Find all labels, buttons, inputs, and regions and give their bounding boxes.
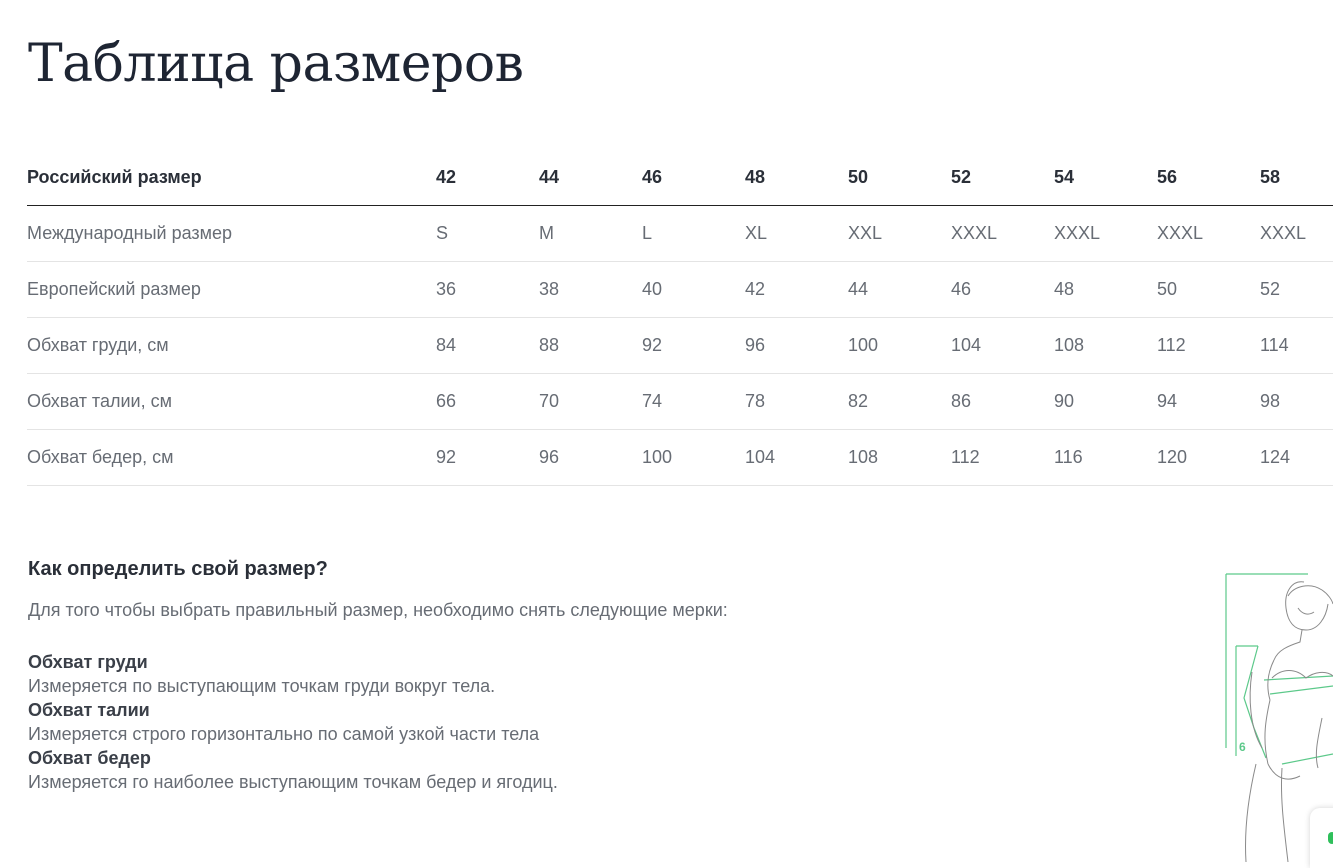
table-cell: 98 xyxy=(1260,374,1333,430)
table-cell: 84 xyxy=(436,318,539,374)
table-cell: 86 xyxy=(951,374,1054,430)
table-cell: 100 xyxy=(848,318,951,374)
table-cell: 96 xyxy=(539,430,642,486)
how-to-title: Как определить свой размер? xyxy=(28,558,328,580)
chat-widget-button[interactable] xyxy=(1310,808,1333,868)
measure-desc: Измеряется строго горизонтально по самой узкой части тела xyxy=(28,724,540,744)
list-item xyxy=(28,746,558,794)
row-label: Обхват бедер, см xyxy=(27,430,436,486)
table-cell: 36 xyxy=(436,262,539,318)
table-cell: 104 xyxy=(951,318,1054,374)
table-cell: 94 xyxy=(1157,374,1260,430)
header-size: 44 xyxy=(539,150,642,206)
table-cell: M xyxy=(539,206,642,262)
table-cell: 48 xyxy=(1054,262,1157,318)
list-item xyxy=(28,698,558,746)
row-label: Обхват груди, см xyxy=(27,318,436,374)
table-cell: 78 xyxy=(745,374,848,430)
table-cell: 42 xyxy=(745,262,848,318)
table-row xyxy=(27,374,1333,430)
chat-widget-icon xyxy=(1328,832,1333,844)
table-cell: 116 xyxy=(1054,430,1157,486)
table-cell: 70 xyxy=(539,374,642,430)
measure-name: Обхват груди xyxy=(28,652,148,672)
measure-name: Обхват бедер xyxy=(28,748,151,768)
table-cell: 104 xyxy=(745,430,848,486)
row-label: Европейский размер xyxy=(27,262,436,318)
table-cell: 112 xyxy=(951,430,1054,486)
header-size: 50 xyxy=(848,150,951,206)
table-cell: 108 xyxy=(1054,318,1157,374)
table-cell: 112 xyxy=(1157,318,1260,374)
how-to-intro: Для того чтобы выбрать правильный размер, необходимо снять следующие мерки: xyxy=(28,600,728,620)
table-cell: 120 xyxy=(1157,430,1260,486)
table-cell: 96 xyxy=(745,318,848,374)
table-cell: 38 xyxy=(539,262,642,318)
size-table xyxy=(27,150,1333,486)
measure-list xyxy=(28,650,558,794)
table-cell: XXXL xyxy=(1054,206,1157,262)
table-cell: XXL xyxy=(848,206,951,262)
table-cell: 100 xyxy=(642,430,745,486)
measure-desc: Измеряется го наиболее выступающим точкам бедер и ягодиц. xyxy=(28,772,558,792)
table-cell: 52 xyxy=(1260,262,1333,318)
header-size: 46 xyxy=(642,150,745,206)
row-label: Обхват талии, см xyxy=(27,374,436,430)
header-size: 54 xyxy=(1054,150,1157,206)
header-size: 42 xyxy=(436,150,539,206)
table-cell: L xyxy=(642,206,745,262)
figure-label: 6 xyxy=(1239,740,1246,754)
table-cell: XL xyxy=(745,206,848,262)
table-cell: 50 xyxy=(1157,262,1260,318)
table-cell: XXXL xyxy=(951,206,1054,262)
row-label: Международный размер xyxy=(27,206,436,262)
table-cell: 114 xyxy=(1260,318,1333,374)
table-row xyxy=(27,206,1333,262)
table-header-row xyxy=(27,150,1333,206)
table-row xyxy=(27,430,1333,486)
table-cell: S xyxy=(436,206,539,262)
table-cell: 124 xyxy=(1260,430,1333,486)
measure-name: Обхват талии xyxy=(28,700,150,720)
table-cell: XXXL xyxy=(1260,206,1333,262)
table-cell: 92 xyxy=(436,430,539,486)
table-row xyxy=(27,262,1333,318)
table-cell: XXXL xyxy=(1157,206,1260,262)
header-size: 58 xyxy=(1260,150,1333,206)
header-size: 52 xyxy=(951,150,1054,206)
table-cell: 92 xyxy=(642,318,745,374)
measure-desc: Измеряется по выступающим точкам груди вокруг тела. xyxy=(28,676,496,696)
table-cell: 66 xyxy=(436,374,539,430)
header-size: 56 xyxy=(1157,150,1260,206)
table-row xyxy=(27,318,1333,374)
table-cell: 40 xyxy=(642,262,745,318)
header-label: Российский размер xyxy=(27,150,436,206)
table-cell: 46 xyxy=(951,262,1054,318)
table-cell: 74 xyxy=(642,374,745,430)
header-size: 48 xyxy=(745,150,848,206)
table-cell: 44 xyxy=(848,262,951,318)
table-cell: 88 xyxy=(539,318,642,374)
table-cell: 90 xyxy=(1054,374,1157,430)
list-item xyxy=(28,650,558,698)
table-cell: 82 xyxy=(848,374,951,430)
table-cell: 108 xyxy=(848,430,951,486)
page-title: Таблица размеров xyxy=(28,34,524,94)
